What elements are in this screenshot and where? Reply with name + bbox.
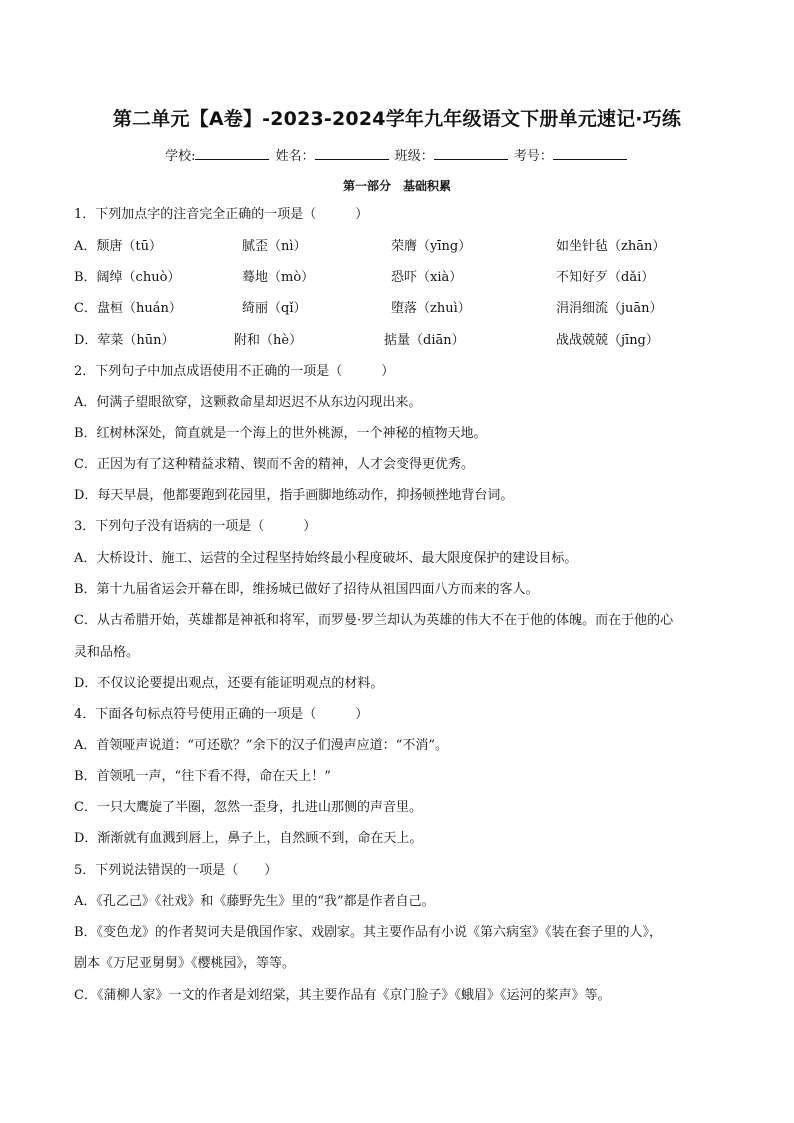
q3-option-a: A．大桥设计、施工、运营的全过程坚持始终最小程度破坏、最大限度保护的建设目标。 xyxy=(74,551,578,566)
q1-option-b-4: 不知好歹（dǎi） xyxy=(556,270,655,285)
q1-option-d-2: 附和（hè） xyxy=(234,333,303,348)
q2-option-d: D．每天早晨，他都要跑到花园里，指手画脚地练动作，抑扬顿挫地背台词。 xyxy=(74,488,514,503)
q1-option-a-3: 荣膺（yīng） xyxy=(391,239,472,254)
q2-option-b: B．红树林深处，简直就是一个海上的世外桃源，一个神秘的植物天地。 xyxy=(74,426,487,441)
school-label: 学校: xyxy=(165,149,196,164)
class-blank[interactable] xyxy=(434,147,508,160)
q3-option-d: D．不仅议论要提出观点，还要有能证明观点的材料。 xyxy=(74,676,384,691)
q1-option-c-2: 绮丽（qǐ） xyxy=(242,301,307,316)
q5-option-c: C．《蒲柳人家》一文的作者是刘绍棠，其主要作品有《京门脸子》《蛾眉》《运河的桨声》等。 xyxy=(74,988,611,1003)
q1-option-c-3: 堕落（zhuì） xyxy=(391,301,471,316)
exam-number-blank[interactable] xyxy=(553,147,627,160)
exam-number-label: 考号： xyxy=(513,149,553,164)
q1-option-b-2: 蓦地（mò） xyxy=(242,270,315,285)
question-5-stem: 5．下列说法错误的一项是（ ） xyxy=(74,863,278,878)
section-title: 第一部分 基础积累 xyxy=(342,179,451,193)
q4-option-c: C．一只大鹰旋了半圈，忽然一歪身，扎进山那侧的声音里。 xyxy=(74,800,422,815)
question-1-stem: 1．下列加点字的注音完全正确的一项是（ ） xyxy=(74,207,369,222)
question-2-stem: 2．下列句子中加点成语使用不正确的一项是（ ） xyxy=(74,364,395,379)
q1-option-a-1: A．颓唐（tū） xyxy=(74,239,162,254)
q1-option-b-3: 恐吓（xià） xyxy=(391,270,463,285)
q4-option-d: D．渐渐就有血溅到唇上，鼻子上，自然顾不到，命在天上。 xyxy=(74,831,423,846)
q1-option-c-1: C．盘桓（huán） xyxy=(74,301,182,316)
name-blank[interactable] xyxy=(315,147,389,160)
q1-option-b-1: B．阔绰（chuò） xyxy=(74,270,181,285)
q5-option-b-continued: 剧本《万尼亚舅舅》《樱桃园》，等等。 xyxy=(74,956,296,971)
q3-option-b: B．第十九届省运会开幕在即，维扬城已做好了招待从祖国四面八方而来的客人。 xyxy=(74,582,539,597)
q1-option-c-4: 涓涓细流（juān） xyxy=(556,301,663,316)
q3-option-c: C．从古希腊开始，英雄都是神祇和将军，而罗曼·罗兰却认为英雄的伟大不在于他的体魄。而在于他的心 xyxy=(74,613,674,628)
question-3-stem: 3．下列句子没有语病的一项是（ ） xyxy=(74,519,317,534)
q2-option-a: A．何满子望眼欲穿，这颗救命星却迟迟不从东边闪现出来。 xyxy=(74,395,422,410)
q1-option-d-3: 掂量（diān） xyxy=(384,333,465,348)
q1-option-a-4: 如坐针毡（zhān） xyxy=(556,239,666,254)
q4-option-b: B．首领吼一声，“往下看不得，命在天上！” xyxy=(74,769,331,784)
name-label: 姓名： xyxy=(275,149,315,164)
q4-option-a: A．首领哑声说道：“可还歇？”余下的汉子们漫声应道：“不消”。 xyxy=(74,738,448,753)
question-4-stem: 4．下面各句标点符号使用正确的一项是（ ） xyxy=(74,707,369,722)
q3-option-c-continued: 灵和品格。 xyxy=(74,645,140,660)
q1-option-d-1: D．荤菜（hūn） xyxy=(74,333,175,348)
q5-option-a: A．《孔乙己》《社戏》和《藤野先生》里的“我”都是作者自己。 xyxy=(74,894,435,909)
q1-option-d-4: 战战兢兢（jīng） xyxy=(556,333,659,348)
school-blank[interactable] xyxy=(195,147,269,160)
class-label: 班级： xyxy=(394,149,434,164)
page-title: 第二单元【A卷】-2023-2024学年九年级语文下册单元速记·巧练 xyxy=(112,108,682,130)
student-info-line xyxy=(0,145,794,164)
q1-option-a-2: 腻歪（nì） xyxy=(242,239,307,254)
q2-option-c: C．正因为有了这种精益求精、锲而不舍的精神，人才会变得更优秀。 xyxy=(74,457,474,472)
q5-option-b: B．《变色龙》的作者契诃夫是俄国作家、戏剧家。其主要作品有小说《第六病室》《装在套子里的人》， xyxy=(74,925,663,940)
